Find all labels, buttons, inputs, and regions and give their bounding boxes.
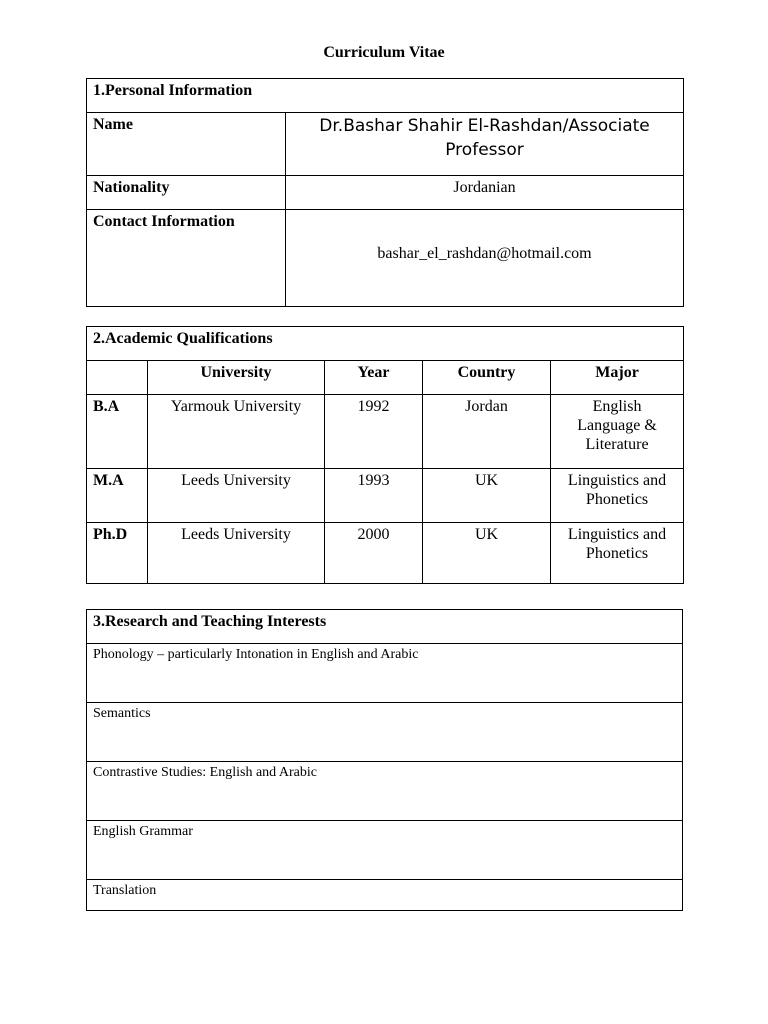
nationality-label: Nationality	[87, 176, 286, 210]
degree-cell: Ph.D	[87, 523, 148, 584]
list-item: Translation	[87, 880, 683, 911]
country-cell: UK	[423, 523, 551, 584]
column-header-degree	[87, 361, 148, 395]
contact-email-link[interactable]: bashar_el_rashdan@hotmail.com	[286, 210, 684, 307]
major-line: Linguistics and	[567, 526, 667, 543]
degree-cell: B.A	[87, 395, 148, 469]
contact-information-label: Contact Information	[87, 210, 286, 307]
academic-qualifications-heading: 2.Academic Qualifications	[87, 327, 684, 361]
year-cell: 1993	[325, 469, 423, 523]
university-cell: Leeds University	[148, 469, 325, 523]
academic-qualifications-table	[86, 326, 684, 584]
name-value-line2: Professor	[445, 140, 524, 160]
table-row	[87, 395, 684, 469]
column-header-major: Major	[551, 361, 684, 395]
name-value	[286, 113, 684, 176]
major-line: English	[592, 398, 642, 415]
list-item: Semantics	[87, 703, 683, 762]
major-cell	[551, 523, 684, 584]
major-line: Literature	[585, 436, 649, 453]
list-item: Contrastive Studies: English and Arabic	[87, 762, 683, 821]
major-cell	[551, 395, 684, 469]
list-item: English Grammar	[87, 821, 683, 880]
column-header-university: University	[148, 361, 325, 395]
research-interests-table	[86, 609, 683, 911]
nationality-value: Jordanian	[286, 176, 684, 210]
university-cell: Yarmouk University	[148, 395, 325, 469]
name-label: Name	[87, 113, 286, 176]
research-interests-heading: 3.Research and Teaching Interests	[87, 610, 683, 644]
country-cell: UK	[423, 469, 551, 523]
personal-information-heading: 1.Personal Information	[87, 79, 684, 113]
table-row	[87, 469, 684, 523]
university-cell: Leeds University	[148, 523, 325, 584]
major-line: Phonetics	[585, 491, 649, 508]
table-header-row	[87, 361, 684, 395]
column-header-country: Country	[423, 361, 551, 395]
major-cell	[551, 469, 684, 523]
document-title: Curriculum Vitae	[323, 44, 445, 61]
table-row	[87, 523, 684, 584]
personal-information-table	[86, 78, 684, 307]
major-line: Linguistics and	[567, 472, 667, 489]
column-header-year: Year	[325, 361, 423, 395]
name-value-line1: Dr.Bashar Shahir El-Rashdan/Associate	[319, 116, 650, 136]
major-line: Language &	[577, 417, 657, 434]
list-item: Phonology – particularly Intonation in English and Arabic	[87, 644, 683, 703]
year-cell: 1992	[325, 395, 423, 469]
major-line: Phonetics	[585, 545, 649, 562]
degree-cell: M.A	[87, 469, 148, 523]
country-cell: Jordan	[423, 395, 551, 469]
year-cell: 2000	[325, 523, 423, 584]
